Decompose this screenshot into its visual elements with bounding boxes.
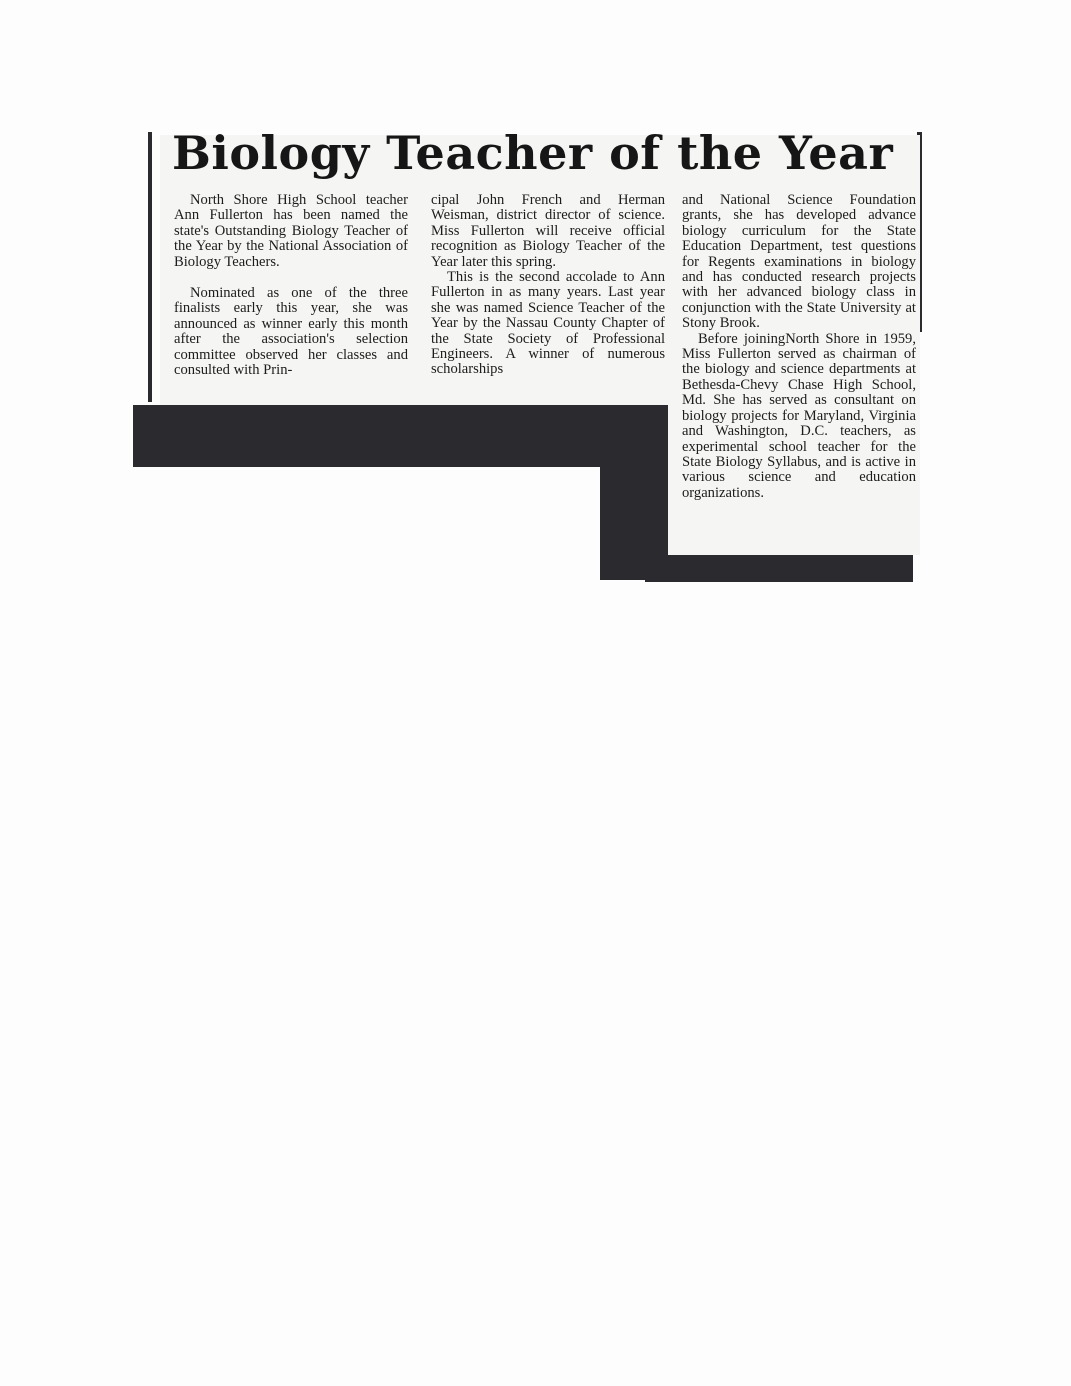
article-paragraph: North Shore High School teacher Ann Fullerton has been named the state's Outstanding Biology Teacher of the Year by the National Association of Biology Teachers. — [174, 192, 408, 270]
clipping-shadow-bottom-right — [645, 555, 913, 582]
article-headline: Biology Teacher of the Year — [172, 126, 894, 180]
article-paragraph: Nominated as one of the three finalists early this year, she was announced as winner early this month after the association's selection committee observed her classes and consulted with Prin- — [174, 285, 408, 379]
clipping-shadow-bottom — [133, 405, 668, 467]
article-column-1 — [174, 193, 408, 378]
clipping-shadow-corner — [600, 405, 668, 580]
article-paragraph: This is the second accolade to Ann Fullerton in as many years. Last year she was named Science Teacher of the Year by the Nassau County Chapter of the State Society of Professional Engineers. A winner of numerous scholarships — [431, 269, 665, 378]
clipping-shadow-left — [148, 132, 152, 402]
article-column-3 — [682, 193, 916, 501]
article-paragraph: Before joiningNorth Shore in 1959, Miss Fullerton served as chairman of the biology and science departments at Bethesda-Chevy Chase High School, Md. She has served as consultant on biology projects for Maryland, Virginia and Washington, D.C. teachers, as experimental school teacher for the State Biology Syllabus, and is active in various science and education organizations. — [682, 330, 916, 501]
article-paragraph: cipal John French and Herman Weisman, district director of science. Miss Fullerton will receive official recognition as Biology Teacher of the Year later this spring. — [431, 192, 665, 270]
article-column-2 — [431, 193, 665, 378]
article-paragraph: and National Science Foundation grants, she has developed advance biology curriculum for the State Education Department, test questions for Regents examinations in biology and has conducted research projects with her advanced biology class in conjunction with the State University at Stony Brook. — [682, 192, 916, 332]
